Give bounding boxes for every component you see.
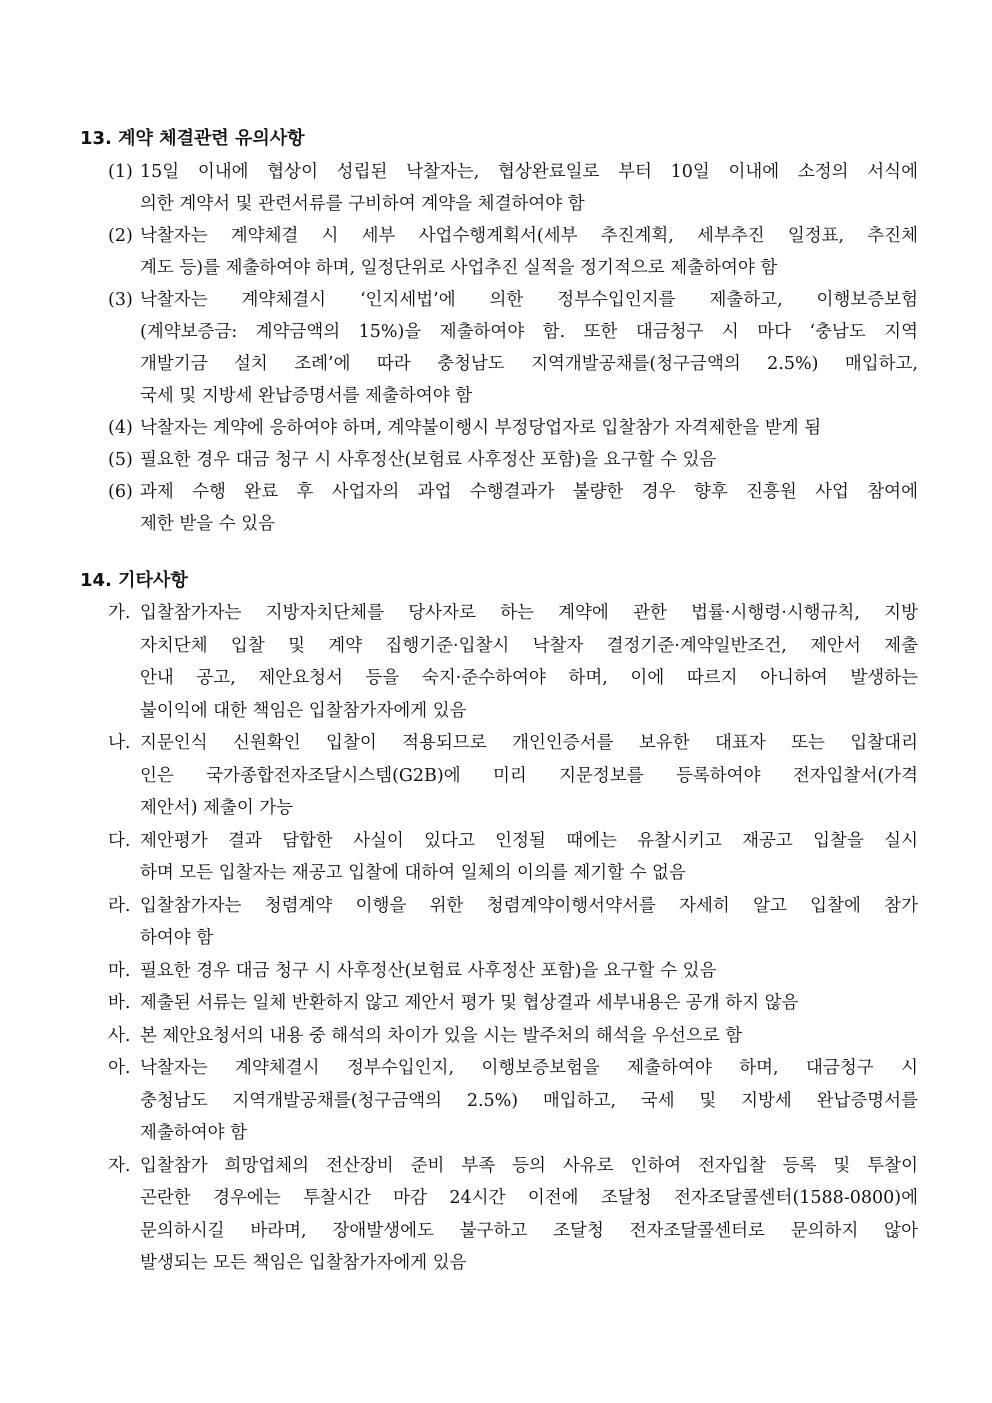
list-item <box>108 727 918 825</box>
list-item-line: 계도 등)를 제출하여야 하며, 일정단위로 사업추진 실적을 정기적으로 제출하여야 함 <box>140 258 778 278</box>
list-item <box>108 220 918 284</box>
list-item <box>108 156 918 220</box>
list-item-line: 본 제안요청서의 내용 중 해석의 차이가 있을 시는 발주처의 해석을 우선으로 함 <box>140 1025 743 1046</box>
list-item <box>108 890 918 955</box>
list-item <box>108 1150 918 1280</box>
list-item-line: 입찰참가 희망업체의 전산장비 준비 부족 등의 사유로 인하여 전자입찰 등록 및 투찰이 <box>140 1155 918 1176</box>
list-item <box>108 284 918 412</box>
list-item-line: 제출된 서류는 일체 반환하지 않고 제안서 평가 및 협상결과 세부내용은 공개 하지 않음 <box>140 993 799 1013</box>
list-item-line: 자치단체 입찰 및 계약 집행기준·입찰시 낙찰자 결정기준·계약일반조건, 제안서 제출 <box>140 635 918 656</box>
list-item-marker: (5) <box>108 450 133 470</box>
list-item-line: 과제 수행 완료 후 사업자의 과업 수행결과가 불량한 경우 향후 진흥원 사업 참여에 <box>140 482 918 502</box>
list-item-line: 낙찰자는 계약체결시 ‘인지세법’에 의한 정부수입인지를 제출하고, 이행보증보험 <box>140 290 918 310</box>
list-item-line: 인은 국가종합전자조달시스템(G2B)에 미리 지문정보를 등록하여야 전자입찰서(가격 <box>140 765 918 786</box>
list-item <box>108 1052 918 1150</box>
list-item-line: 입찰참가자는 청렴계약 이행을 위한 청렴계약이행서약서를 자세히 알고 입찰에 참가 <box>140 895 918 916</box>
list-item <box>108 825 918 890</box>
list-item <box>108 476 918 540</box>
list-item-line: 필요한 경우 대금 청구 시 사후정산(보험료 사후정산 포함)을 요구할 수 있음 <box>140 450 717 470</box>
list-item-marker: (1) <box>108 162 133 182</box>
list-item <box>108 412 918 444</box>
list-item-line: 입찰참가자는 지방자치단체를 당사자로 하는 계약에 관한 법률·시행령·시행규칙, 지방 <box>140 603 918 623</box>
list-item-line: 제안평가 결과 담합한 사실이 있다고 인정될 때에는 유찰시키고 재공고 입찰을 실시 <box>140 830 918 851</box>
list-item-marker: (6) <box>108 482 133 502</box>
list-item <box>108 955 918 988</box>
list-item-line: 불이익에 대한 책임은 입찰참가자에게 있음 <box>140 700 467 721</box>
list-item-marker: 가. <box>108 603 131 623</box>
list-item <box>108 987 918 1020</box>
list-item <box>108 1020 918 1053</box>
list-item-line: 안내 공고, 제안요청서 등을 숙지·준수하여야 하며, 이에 따르지 아니하여 발생하는 <box>140 668 918 688</box>
list-item-line: 낙찰자는 계약체결시 정부수입인지, 이행보증보험을 제출하여야 하며, 대금청구 시 <box>140 1058 918 1078</box>
list-item-marker: (2) <box>108 226 133 246</box>
list-item-marker: (3) <box>108 290 133 310</box>
list-item-line: 국세 및 지방세 완납증명서를 제출하여야 함 <box>140 386 473 406</box>
list-item-line: 개발기금 설치 조례’에 따라 충청남도 지역개발공채를(청구금액의 2.5%) 매입하고, <box>140 354 918 374</box>
list-item <box>108 444 918 476</box>
list-item-marker: 마. <box>108 960 131 981</box>
list-item-line: 의한 계약서 및 관련서류를 구비하여 계약을 체결하여야 함 <box>140 194 585 214</box>
list-item-line: 제한 받을 수 있음 <box>140 514 276 534</box>
list-item-marker: 나. <box>108 733 131 753</box>
list-item-line: (계약보증금: 계약금액의 15%)을 제출하여야 함. 또한 대금청구 시 마다 ‘충남도 지역 <box>140 322 918 342</box>
section-14-title: 14. 기타사항 <box>80 570 188 591</box>
list-item-line: 문의하시길 바라며, 장애발생에도 불구하고 조달청 전자조달콜센터로 문의하지 않아 <box>140 1220 918 1241</box>
list-item-line: 제안서) 제출이 가능 <box>140 798 294 818</box>
list-item-line: 제출하여야 함 <box>140 1123 247 1143</box>
list-item-line: 낙찰자는 계약에 응하여야 하며, 계약불이행시 부정당업자로 입찰참가 자격제한을 받게 됨 <box>140 418 822 438</box>
list-item-line: 충청남도 지역개발공채를(청구금액의 2.5%) 매입하고, 국세 및 지방세 완납증명서를 <box>140 1090 918 1111</box>
list-item-marker: 바. <box>108 993 131 1013</box>
list-item-marker: 다. <box>108 830 131 851</box>
list-item-line: 15일 이내에 협상이 성립된 낙찰자는, 협상완료일로 부터 10일 이내에 소정의 서식에 <box>140 162 918 182</box>
list-item <box>108 597 918 727</box>
list-item-marker: 아. <box>108 1058 131 1078</box>
list-item-line: 곤란한 경우에는 투찰시간 마감 24시간 이전에 조달청 전자조달콜센터(1588-0800)에 <box>140 1188 918 1208</box>
list-item-marker: 자. <box>108 1155 131 1176</box>
list-item-line: 발생되는 모든 책임은 입찰참가자에게 있음 <box>140 1253 467 1273</box>
list-item-marker: (4) <box>108 418 133 438</box>
list-item-line: 지문인식 신원확인 입찰이 적용되므로 개인인증서를 보유한 대표자 또는 입찰대리 <box>140 733 918 753</box>
section-13-title: 13. 계약 체결관련 유의사항 <box>80 128 305 149</box>
list-item-marker: 사. <box>108 1025 131 1046</box>
list-item-line: 하여야 함 <box>140 928 214 948</box>
list-item-line: 낙찰자는 계약체결 시 세부 사업수행계획서(세부 추진계획, 세부추진 일정표, 추진체 <box>140 226 918 246</box>
list-item-marker: 라. <box>108 895 131 916</box>
list-item-line: 필요한 경우 대금 청구 시 사후정산(보험료 사후정산 포함)을 요구할 수 있음 <box>140 960 717 981</box>
list-item-line: 하며 모든 입찰자는 재공고 입찰에 대하여 일체의 이의를 제기할 수 없음 <box>140 863 686 883</box>
